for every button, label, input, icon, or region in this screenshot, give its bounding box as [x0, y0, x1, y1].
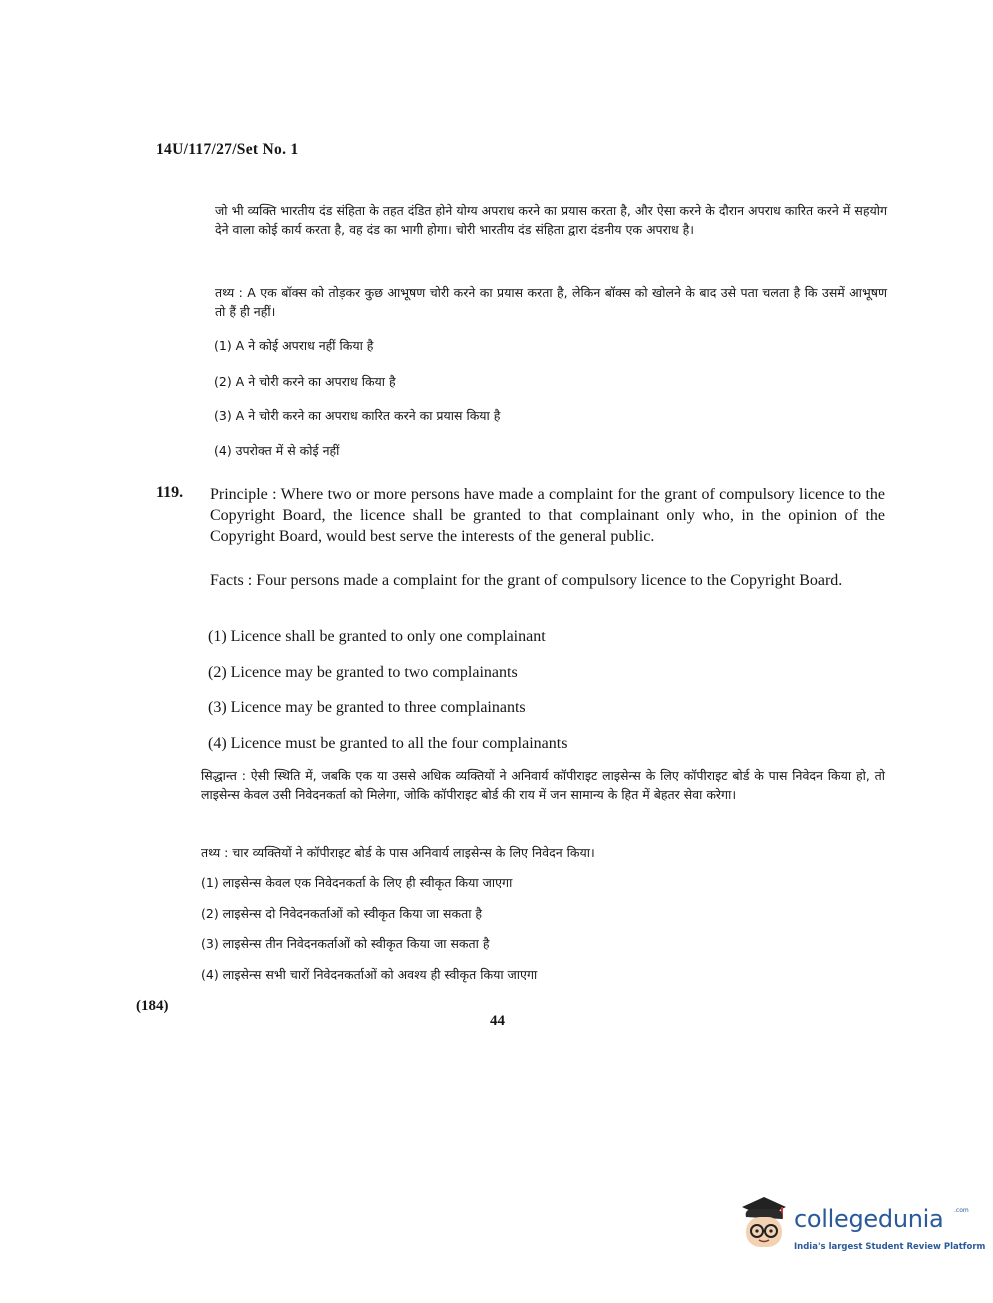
q119-hindi-option-2: (2) लाइसेन्स दो निवेदनकर्ताओं को स्वीकृत किया जा सकता है: [201, 906, 483, 921]
q119-principle: [210, 484, 885, 547]
set-code: 14U/117/27/Set No. 1: [156, 141, 299, 158]
q119-option-2: (2) Licence may be granted to two complainants: [208, 664, 518, 681]
q119-option-4: (4) Licence must be granted to all the four complainants: [208, 735, 568, 752]
q119-hindi-option-1: (1) लाइसेन्स केवल एक निवेदनकर्ता के लिए ही स्वीकृत किया जाएगा: [201, 875, 513, 890]
q119-facts: [210, 570, 885, 591]
page-number: 44: [490, 1013, 505, 1029]
q119-hindi-option-3: (3) लाइसेन्स तीन निवेदनकर्ताओं को स्वीकृत किया जा सकता है: [201, 936, 490, 951]
principle-text: Where two or more persons have made a complaint for the grant of compulsory licence to the Copyright Board, the licence shall be granted to that complainant only who, in the opinion of the Copyright Board, would best serve the interests of the general public.: [210, 486, 885, 545]
q119-option-3: (3) Licence may be granted to three complainants: [208, 699, 526, 716]
q119-option-1: (1) Licence shall be granted to only one complainant: [208, 628, 546, 645]
facts-text: Four persons made a complaint for the grant of compulsory licence to the Copyright Board.: [256, 572, 843, 589]
page-code: (184): [136, 998, 169, 1014]
q118-hindi-option-3: (3) A ने चोरी करने का अपराध कारित करने का प्रयास किया है: [214, 408, 501, 423]
q118-hindi-option-1: (1) A ने कोई अपराध नहीं किया है: [214, 338, 374, 353]
brand-name: collegedunia: [794, 1205, 944, 1233]
collegedunia-watermark: [736, 1195, 986, 1265]
brand-tagline: India's largest Student Review Platform: [794, 1242, 986, 1252]
q119-hindi-option-4: (4) लाइसेन्स सभी चारों निवेदनकर्ताओं को अवश्य ही स्वीकृत किया जाएगा: [201, 967, 538, 982]
q118-hindi-principle: जो भी व्यक्ति भारतीय दंड संहिता के तहत दंडित होने योग्य अपराध करने का प्रयास करता है, और ऐसा करने के दौरान अपराध कारित करने में सहयोग देने वाला कोई कार्य करता है, वह दंड का भागी होगा। चोरी भारतीय दंड संहिता द्वारा दंडनीय एक अपराध है।: [215, 203, 887, 237]
q118-hindi-option-2: (2) A ने चोरी करने का अपराध किया है: [214, 374, 396, 389]
brand-suffix: .com: [954, 1207, 969, 1214]
principle-label: Principle :: [210, 486, 277, 503]
q118-hindi-facts: तथ्य : A एक बॉक्स को तोड़कर कुछ आभूषण चोरी करने का प्रयास करता है, लेकिन बॉक्स को खोलने के बाद उसे पता चलता है कि उसमें आभूषण तो हैं ही नहीं।: [215, 285, 887, 319]
q119-hindi-facts: तथ्य : चार व्यक्तियों ने कॉपीराइट बोर्ड के पास अनिवार्य लाइसेन्स के लिए निवेदन किया।: [201, 845, 595, 860]
facts-label: Facts :: [210, 572, 253, 589]
q118-hindi-option-4: (4) उपरोक्त में से कोई नहीं: [214, 443, 340, 458]
student-mascot-icon: [736, 1195, 792, 1261]
q119-hindi-principle: सिद्धान्त : ऐसी स्थिति में, जबकि एक या उससे अधिक व्यक्तियों ने अनिवार्य कॉपीराइट लाइसेन्स के लिए कॉपीराइट बोर्ड के पास निवेदन किया हो, तो लाइसेन्स केवल उसी निवेदनकर्ता को मिलेगा, जोकि कॉपीराइट बोर्ड की राय में जन सामान्य के हित में बेहतर सेवा करेगा।: [201, 768, 885, 802]
question-number: 119.: [156, 484, 184, 501]
